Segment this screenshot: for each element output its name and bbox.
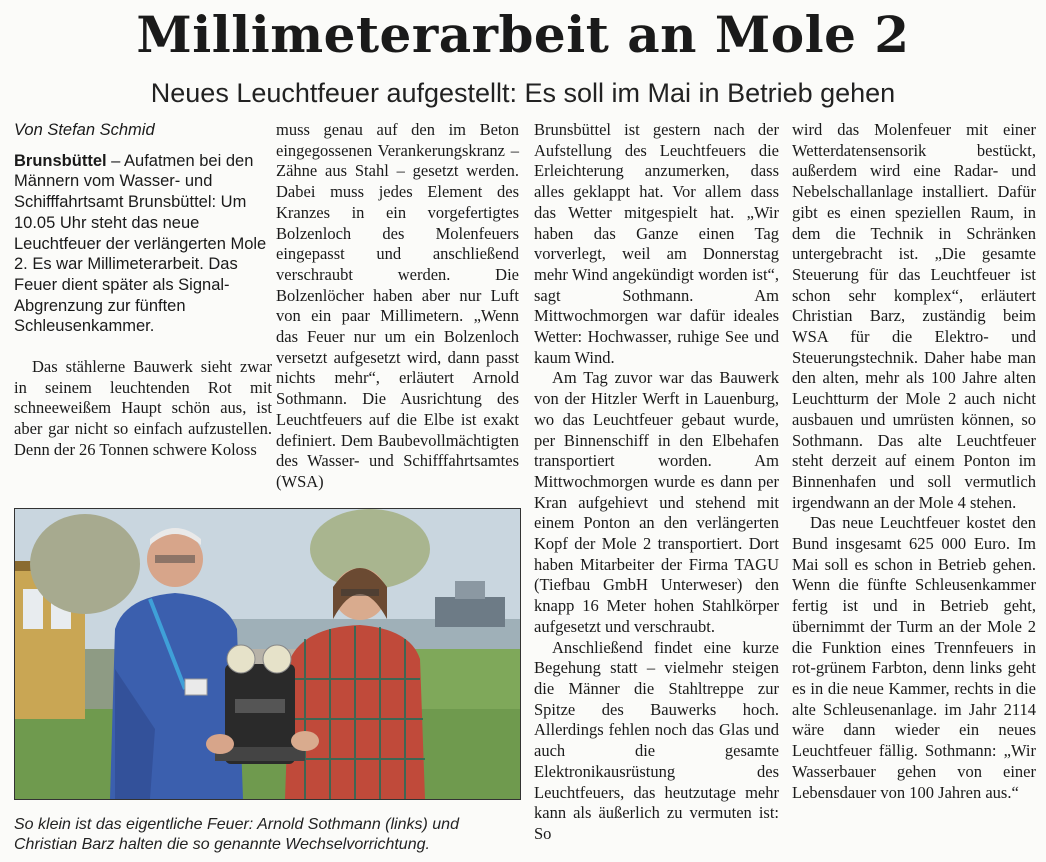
paragraph: Am Tag zuvor war das Bauwerk von der Hitzler Werft in Lauenburg, wo das Leuchtfeuer gebaut wurde, per Binnenschiff in den Elbehafen transportiert worden. Am Mittwochmorgen wurde es dann per Kran aufgehievt und stehend mit einem Ponton an den verlängerten Kopf der Mole 2 transportiert. Dort haben Mitarbeiter der Firma TAGU (Tiefbau GmbH Unterweser) den knapp 16 Meter hohen Stahlkörper aufgesetzt und verschraubt. [534, 368, 779, 636]
column-3 [534, 120, 779, 845]
paragraph: Das stählerne Bauwerk sieht zwar in seinem leuchtenden Rot mit schneeweißem Haupt schön aus, ist aber gar nicht so einfach aufzustellen. Denn der 26 Tonnen schwere Koloss [14, 357, 272, 459]
photo-caption: So klein ist das eigentliche Feuer: Arnold Sothmann (links) und Christian Barz halten die so genannte Wechselvorrichtung. [14, 816, 459, 853]
column-2 [276, 120, 519, 493]
paragraph: Das neue Leuchtfeuer kostet den Bund insgesamt 625 000 Euro. Im Mai soll es schon in Betrieb gehen. Wenn die fünfte Schleusenkammer fertig ist und in Betrieb geht, übernimmt der Turm an der Mole 2 die Funktion eines Trennfeuers in rot-grünem Farbton, denn links geht es in die neue Kammer, rechts in die alte Schleusenanlage. im Jahr 2114 wäre dann wieder ein neues Leuchtfeuer fällig. Sothmann: „Wir Wasserbauer gehen von einer Lebensdauer von 100 Jahren aus.“ [792, 513, 1036, 802]
headline: Millimeterarbeit an Mole 2 [136, 5, 910, 64]
paragraph: Brunsbüttel ist gestern nach der Aufstellung des Leuchtfeuers die Erleichterung anzumerken, dass alles geklappt hat. Vor allem dass das Wetter mitgespielt hat. „Wir haben das Ganze einen Tag vorverlegt, weil am Donnerstag mehr Wind angekündigt worden ist“, sagt Sothmann. Am Mittwochmorgen war dafür ideales Wetter: Hochwasser, ruhige See und kaum Wind. [534, 120, 779, 367]
subheadline: Neues Leuchtfeuer aufgestellt: Es soll im Mai in Betrieb gehen [150, 78, 896, 108]
paragraph: wird das Molenfeuer mit einer Wetterdatensensorik bestückt, außerdem wird eine Radar- und Nebelschallanlage installiert. Dafür gibt es einen speziellen Raum, in dem die Technik in Schränken untergebracht ist. „Die gesamte Steuerung für das Leuchtfeuer ist schon sehr komplex“, erläutert Christian Barz, zuständig beim WSA für die Elektro- und Steuerungstechnik. Daher habe man den alten, mehr als 100 Jahre alten Leuchtturm der Mole 2 auch nicht ausbauen und umrüsten können, so Sothmann. Das alte Leuchtfeuer steht derzeit auf einem Ponton im Binnenhafen und soll vermutlich irgendwann an der Mole 4 stehen. [792, 120, 1036, 512]
paragraph: muss genau auf den im Beton eingegossenen Verankerungskranz – Zähne aus Stahl – gesetzt werden. Dabei muss jedes Element des Kranzes in ein vorgefertigtes Bolzenloch des Molenfeuers eingepasst und anschließend verschraubt werden. Die Bolzenlöcher haben aber nur Luft von ein paar Millimetern. „Wenn das Feuer nur um ein Bolzenloch versetzt aufgesetzt wird, dann passt nichts mehr“, erläutert Arnold Sothmann. Die Ausrichtung des Leuchtfeuers auf die Elbe ist exakt definiert. Dem Baubevollmächtigten des Wasser- und Schifffahrtsamtes (WSA) [276, 120, 519, 491]
article-photo [14, 508, 521, 800]
column-1 [14, 120, 272, 461]
byline: Von Stefan Schmid [14, 121, 155, 139]
lead-text: – Aufatmen bei den Männern vom Wasser- und Schifffahrtsamt Brunsbüttel: Um 10.05 Uhr steht das neue Leuchtfeuer der verlängerten Mole 2. Es war Millimeterarbeit. Das Feuer dient später als Signal-Abgrenzung zur fünften Schleusenkammer. [14, 151, 267, 336]
paragraph: Anschließend findet eine kurze Begehung statt – vielmehr steigen die Männer die Stahltreppe zur Spitze des Bauwerks hoch. Allerdings fehlen noch das Glas und auch die gesamte Elektronikausrüstung des Leuchtfeuers, das heutzutage mehr kann als äußerlich zu vermuten ist: So [534, 637, 779, 843]
column-4 [792, 120, 1036, 803]
lead-paragraph [14, 151, 272, 337]
dateline: Brunsbüttel [14, 151, 107, 170]
